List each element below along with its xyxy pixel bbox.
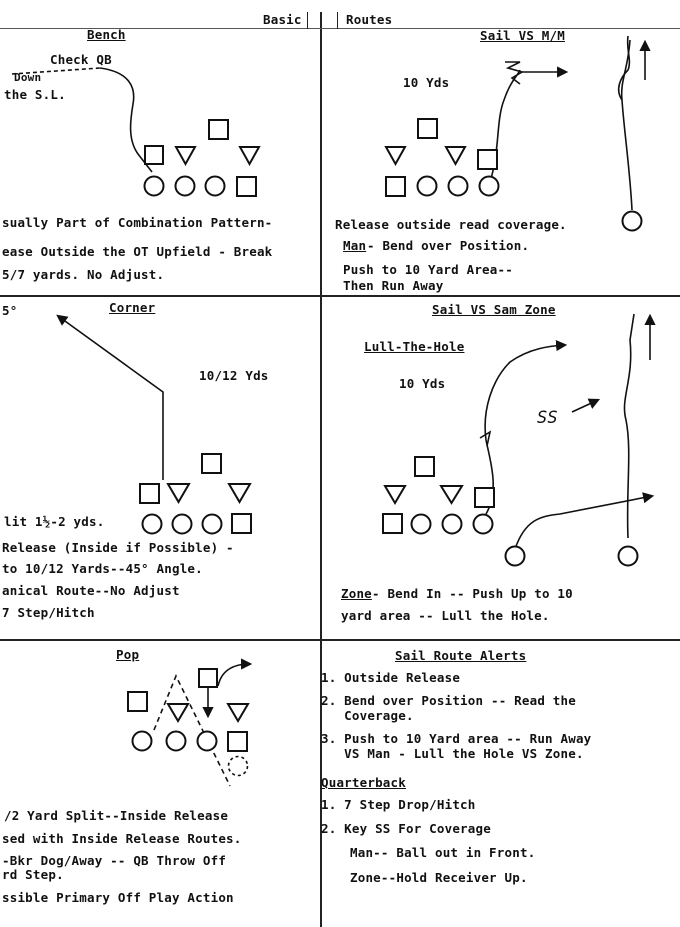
- sail-mm-center-square: [386, 177, 405, 196]
- bench-defender-triangle: [176, 147, 195, 164]
- alerts-item-1: 1. Outside Release: [321, 670, 461, 685]
- sail-sam-desc-2: yard area -- Lull the Hole.: [341, 608, 550, 623]
- bench-dashed-line: [12, 68, 100, 74]
- bench-lineman-circle: [176, 177, 195, 196]
- sail-mm-lineman-circle: [418, 177, 437, 196]
- corner-defender-triangle: [229, 484, 250, 502]
- sail-sam-wide-receiver-circle: [619, 547, 638, 566]
- pop-release-arrow: [218, 664, 250, 686]
- bench-desc-2: ease Outside the OT Upfield - Break: [2, 244, 273, 259]
- sail-mm-desc-man: Man: [343, 238, 367, 253]
- sail-mm-receiver-square: [478, 150, 497, 169]
- header-basic: Basic: [263, 12, 302, 27]
- corner-degree: 5°: [2, 303, 18, 318]
- sail-mm-defender-triangle: [386, 147, 405, 164]
- corner-lineman-circle: [173, 515, 192, 534]
- corner-title: Corner: [109, 300, 156, 315]
- corner-receiver-square: [140, 484, 159, 503]
- corner-desc-5: 7 Step/Hitch: [2, 605, 95, 620]
- sail-mm-title: Sail VS M/M: [480, 28, 565, 43]
- corner-desc-4: anical Route--No Adjust: [2, 583, 180, 598]
- sail-mm-qb-square: [418, 119, 437, 138]
- pop-center-square: [228, 732, 247, 751]
- qb-item-1: 1. 7 Step Drop/Hitch: [321, 797, 476, 812]
- sail-mm-desc-3: Push to 10 Yard Area--: [343, 262, 513, 277]
- sail-mm-scribble-2: [619, 36, 630, 100]
- sail-sam-title: Sail VS Sam Zone: [432, 302, 556, 317]
- alerts-item-2: 2. Bend over Position -- Read the: [321, 693, 576, 708]
- pop-diagram: [128, 664, 250, 786]
- alerts-item-2b: Coverage.: [321, 708, 414, 723]
- pop-desc-2: sed with Inside Release Routes.: [2, 831, 242, 846]
- qb-title: Quarterback: [321, 775, 406, 790]
- pop-desc-1: /2 Yard Split--Inside Release: [4, 808, 229, 823]
- sail-sam-flat-route: [515, 496, 652, 549]
- sail-sam-lineman-circle: [474, 515, 493, 534]
- bench-lineman-circle: [145, 177, 164, 196]
- sail-sam-ss-arrow: [572, 400, 598, 412]
- pop-title: Pop: [116, 647, 140, 662]
- alerts-item-3b: VS Man - Lull the Hole VS Zone.: [321, 746, 584, 761]
- sail-sam-back-circle: [506, 547, 525, 566]
- sail-mm-defender-triangle: [446, 147, 465, 164]
- pop-lineman-circle: [133, 732, 152, 751]
- bench-lineman-circle: [206, 177, 225, 196]
- sail-mm-yards: 10 Yds: [403, 75, 450, 90]
- sail-sam-qb-square: [415, 457, 434, 476]
- sail-sam-ss: SS: [537, 408, 558, 428]
- bench-down-2: the S.L.: [4, 87, 66, 102]
- sail-sam-lineman-circle: [412, 515, 431, 534]
- pop-defender-triangle: [168, 704, 188, 721]
- sail-mm-desc-4: Then Run Away: [343, 278, 444, 293]
- sail-sam-diagram: [383, 314, 652, 566]
- qb-item-3: Man-- Ball out in Front.: [350, 845, 536, 860]
- bench-desc-1: sually Part of Combination Pattern-: [2, 215, 273, 230]
- sail-mm-desc-1: Release outside read coverage.: [335, 217, 567, 232]
- sail-sam-route: [485, 345, 565, 514]
- corner-defender-triangle: [168, 484, 189, 502]
- bench-down-1: Down: [14, 71, 42, 84]
- pop-desc-3: -Bkr Dog/Away -- QB Throw Off: [2, 853, 227, 868]
- sail-mm-wide-receiver-circle: [623, 212, 642, 231]
- pop-receiver-square: [128, 692, 147, 711]
- sail-sam-lineman-circle: [443, 515, 462, 534]
- sail-mm-desc-2: - Bend over Position.: [367, 238, 530, 253]
- sail-mm-lineman-circle: [449, 177, 468, 196]
- sail-sam-outside-route: [624, 314, 634, 538]
- sail-sam-center-square: [383, 514, 402, 533]
- pop-dashed-route: [154, 676, 230, 786]
- bench-center-square: [237, 177, 256, 196]
- qb-item-2: 2. Key SS For Coverage: [321, 821, 491, 836]
- sail-sam-desc-1: - Bend In -- Push Up to 10: [372, 586, 573, 601]
- pop-desc-4: rd Step.: [2, 867, 64, 882]
- sail-mm-outside-route: [622, 40, 632, 210]
- corner-yards: 10/12 Yds: [199, 368, 269, 383]
- pop-desc-5: ssible Primary Off Play Action: [2, 890, 234, 905]
- sail-sam-lull: Lull-The-Hole: [364, 339, 465, 354]
- bench-defender-triangle: [240, 147, 259, 164]
- pop-qb-square: [199, 669, 217, 687]
- sail-sam-defender-triangle: [441, 486, 462, 503]
- pop-lineman-circle: [198, 732, 217, 751]
- bench-check-qb: Check QB: [50, 52, 112, 67]
- sail-mm-lineman-circle: [480, 177, 499, 196]
- sail-mm-diagram: [386, 36, 645, 231]
- bench-desc-3: 5/7 yards. No Adjust.: [2, 267, 165, 282]
- corner-lineman-circle: [143, 515, 162, 534]
- pop-back-circle: [229, 757, 248, 776]
- bench-title: Bench: [87, 27, 126, 42]
- alerts-title: Sail Route Alerts: [395, 648, 527, 663]
- corner-lineman-circle: [203, 515, 222, 534]
- qb-item-4: Zone--Hold Receiver Up.: [350, 870, 528, 885]
- sail-sam-desc-zone: Zone: [341, 586, 372, 601]
- sail-sam-bend-mark: [480, 432, 490, 446]
- pop-defender-triangle: [228, 704, 248, 721]
- bench-receiver-square: [145, 146, 163, 164]
- bench-diagram: [12, 68, 259, 196]
- pop-lineman-circle: [167, 732, 186, 751]
- corner-desc-2: Release (Inside if Possible) -: [2, 540, 234, 555]
- sail-sam-receiver-square: [475, 488, 494, 507]
- bench-qb-square: [209, 120, 228, 139]
- alerts-item-3: 3. Push to 10 Yard area -- Run Away: [321, 731, 592, 746]
- corner-desc-3: to 10/12 Yards--45° Angle.: [2, 561, 203, 576]
- corner-qb-square: [202, 454, 221, 473]
- corner-route: [58, 316, 163, 480]
- sail-sam-yards: 10 Yds: [399, 376, 446, 391]
- corner-diagram: [58, 316, 251, 534]
- header-routes: Routes: [346, 12, 393, 27]
- sail-sam-defender-triangle: [385, 486, 405, 503]
- corner-desc-1: lit 1½-2 yds.: [4, 514, 105, 529]
- corner-center-square: [232, 514, 251, 533]
